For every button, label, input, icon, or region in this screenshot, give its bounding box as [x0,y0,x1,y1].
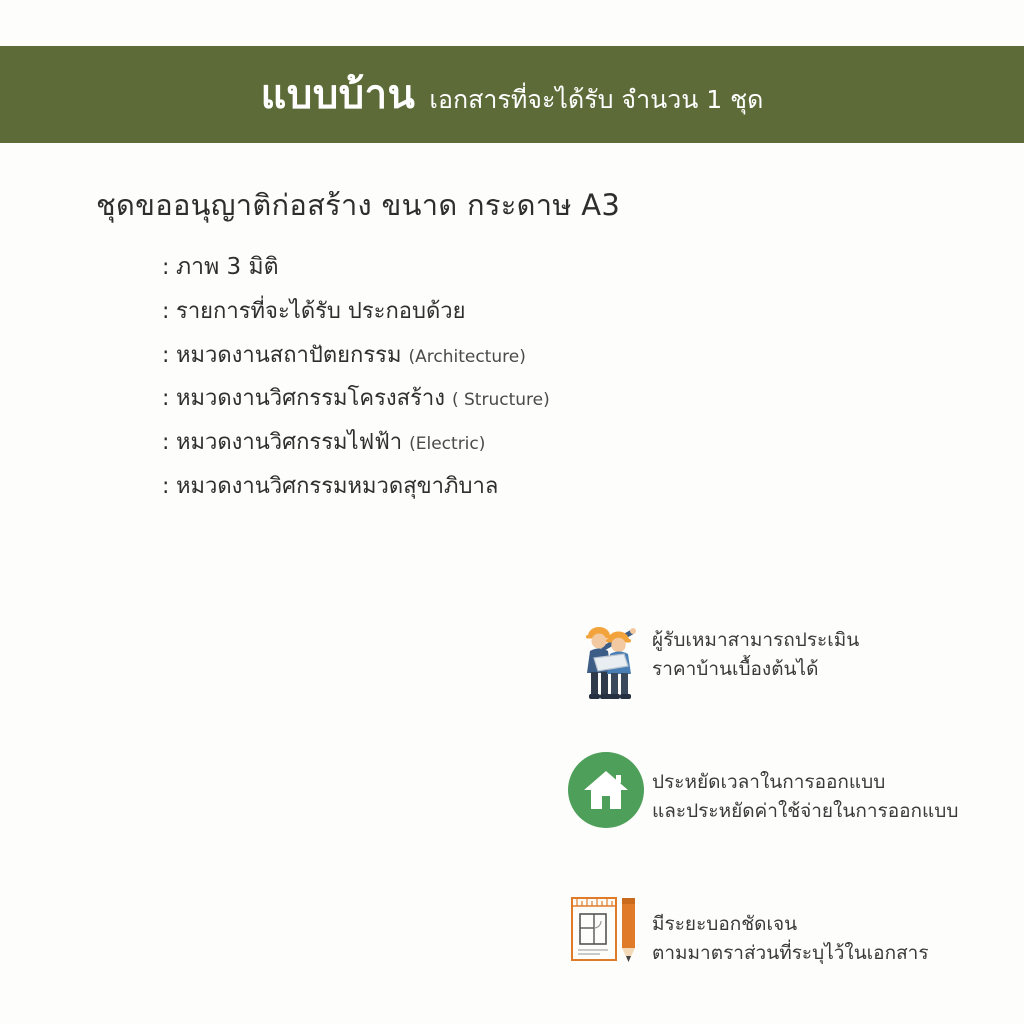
feature-row [566,608,1006,698]
feature-row [566,892,1006,982]
header-banner-content [260,71,764,118]
page-title: แบบบ้าน [260,71,416,118]
list-bullet: : [162,386,170,412]
page-subtitle: เอกสารที่จะได้รับ จำนวน 1 ชุด [429,84,764,114]
feature-text [652,892,929,969]
list-item [162,472,882,502]
feature-row [566,750,1006,840]
list-item-en: (Architecture) [408,346,526,367]
green-house-circle-icon [566,750,652,840]
list-item [162,384,882,414]
document-list [162,252,882,515]
list-item-th: หมวดงานสถาปัตยกรรม [176,342,409,368]
list-item-label: หมวดงานวิศกรรมหมวดสุขาภิบาล [176,473,499,499]
feature-list [566,608,1006,1024]
list-bullet: : [162,473,170,499]
list-item [162,341,882,371]
list-item-en: ( Structure) [451,390,550,411]
blueprint-pencil-icon [570,892,646,972]
list-bullet: : [162,430,170,456]
feature-line-1: ประหยัดเวลาในการออกแบบ [652,771,886,793]
house-icon [583,769,629,811]
list-item [162,297,882,327]
list-item-label [176,428,485,458]
list-item-th: หมวดงานวิศกรรมโครงสร้าง [176,386,452,412]
section-heading: ชุดขออนุญาติก่อสร้าง ขนาด กระดาษ A3 [96,188,621,222]
feature-text [652,608,859,685]
list-item-th: หมวดงานวิศกรรมไฟฟ้า [176,430,410,456]
feature-line-2: ตามมาตราส่วนที่ระบุไว้ในเอกสาร [652,942,929,965]
list-item-label [176,384,550,414]
feature-line-1: มีระยะบอกชัดเจน [652,913,798,935]
list-item [162,428,882,458]
list-bullet: : [162,342,170,368]
workers-illustration [570,614,648,700]
feature-line-2: ราคาบ้านเบื้องต้นได้ [652,658,819,681]
list-bullet: : [162,255,170,280]
feature-text [652,750,958,827]
header-banner [0,46,1024,143]
blueprint-ruler-icon [566,892,652,982]
feature-line-1: ผู้รับเหมาสามารถประเมิน [652,629,860,651]
list-item-en: (Electric) [409,434,486,455]
list-item-label: รายการที่จะได้รับ ประกอบด้วย [176,299,466,325]
feature-line-2: และประหยัดค่าใช้จ่ายในการออกแบบ [652,800,959,823]
two-workers-blueprint-icon [566,608,652,698]
list-item-label: ภาพ 3 มิติ [176,254,279,280]
list-item-label [176,341,526,371]
list-item [162,252,882,283]
list-bullet: : [162,299,170,325]
